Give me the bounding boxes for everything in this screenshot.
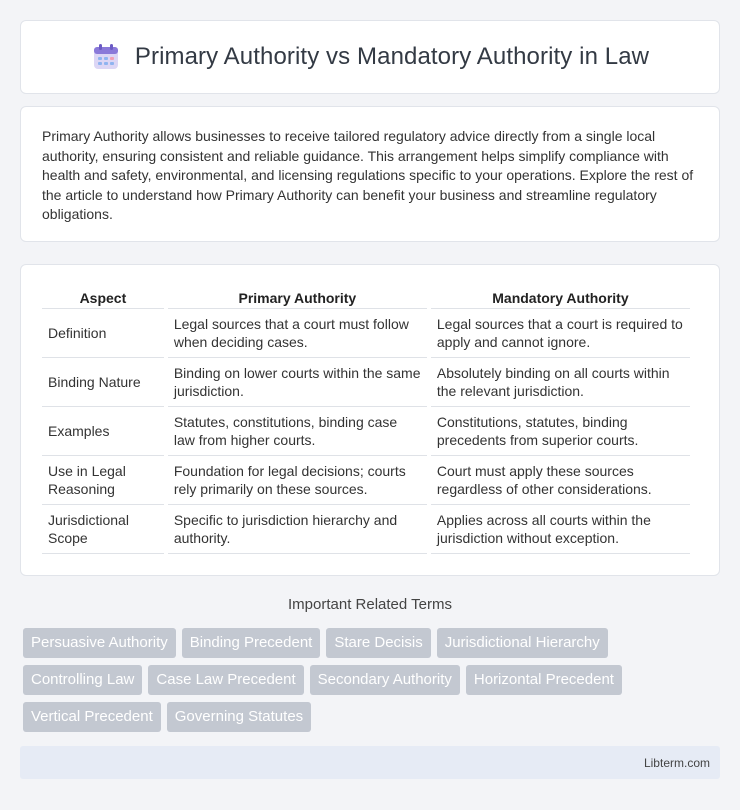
row-primary: Binding on lower courts within the same jurisdiction. <box>168 358 427 407</box>
comparison-table <box>38 285 694 554</box>
row-mandatory: Court must apply these sources regardless of other considerations. <box>431 456 690 505</box>
related-term-tag[interactable]: Horizontal Precedent <box>466 665 622 695</box>
row-aspect: Examples <box>42 407 164 456</box>
title-row <box>91 42 649 72</box>
header-aspect: Aspect <box>42 285 164 309</box>
table-row <box>42 456 690 505</box>
comparison-card <box>20 264 720 576</box>
row-aspect: Use in Legal Reasoning <box>42 456 164 505</box>
table-row <box>42 407 690 456</box>
row-primary: Statutes, constitutions, binding case law from higher courts. <box>168 407 427 456</box>
footer <box>20 746 720 779</box>
related-term-tag[interactable]: Governing Statutes <box>167 702 311 732</box>
table-header-row <box>42 285 690 309</box>
header-mandatory-authority: Mandatory Authority <box>431 285 690 309</box>
row-aspect: Binding Nature <box>42 358 164 407</box>
related-term-tag[interactable]: Stare Decisis <box>326 628 430 658</box>
calendar-icon <box>91 42 121 72</box>
header-primary-authority: Primary Authority <box>168 285 427 309</box>
related-term-tag[interactable]: Jurisdictional Hierarchy <box>437 628 608 658</box>
related-term-tag[interactable]: Persuasive Authority <box>23 628 176 658</box>
related-term-tag[interactable]: Binding Precedent <box>182 628 321 658</box>
intro-card <box>20 106 720 242</box>
footer-brand-link[interactable]: Libterm.com <box>643 755 710 770</box>
row-primary: Legal sources that a court must follow when deciding cases. <box>168 309 427 358</box>
related-term-tag[interactable]: Case Law Precedent <box>148 665 303 695</box>
row-aspect: Definition <box>42 309 164 358</box>
title-card <box>20 20 720 94</box>
row-mandatory: Legal sources that a court is required to apply and cannot ignore. <box>431 309 690 358</box>
related-term-tag[interactable]: Controlling Law <box>23 665 142 695</box>
page-title: Primary Authority vs Mandatory Authority in Law <box>134 43 650 70</box>
row-mandatory: Constitutions, statutes, binding precedents from superior courts. <box>431 407 690 456</box>
row-aspect: Jurisdictional Scope <box>42 505 164 554</box>
row-mandatory: Applies across all courts within the jurisdiction without exception. <box>431 505 690 554</box>
related-terms-heading: Important Related Terms <box>288 596 452 613</box>
table-row <box>42 309 690 358</box>
table-row <box>42 358 690 407</box>
row-primary: Foundation for legal decisions; courts rely primarily on these sources. <box>168 456 427 505</box>
related-term-tag[interactable]: Secondary Authority <box>310 665 460 695</box>
related-term-tag[interactable]: Vertical Precedent <box>23 702 161 732</box>
intro-paragraph: Primary Authority allows businesses to receive tailored regulatory advice directly from a single local authority, ensuring consistent and reliable guidance. This arrangement helps simplify compliance with health and safety, environmental, and licensing regulations specific to your operations. Explore the rest of the article to understand how Primary Authority can benefit your business and streamline regulatory obligations. <box>42 128 694 222</box>
table-row <box>42 505 690 554</box>
row-mandatory: Absolutely binding on all courts within the relevant jurisdiction. <box>431 358 690 407</box>
related-terms-list <box>23 628 723 732</box>
row-primary: Specific to jurisdiction hierarchy and authority. <box>168 505 427 554</box>
